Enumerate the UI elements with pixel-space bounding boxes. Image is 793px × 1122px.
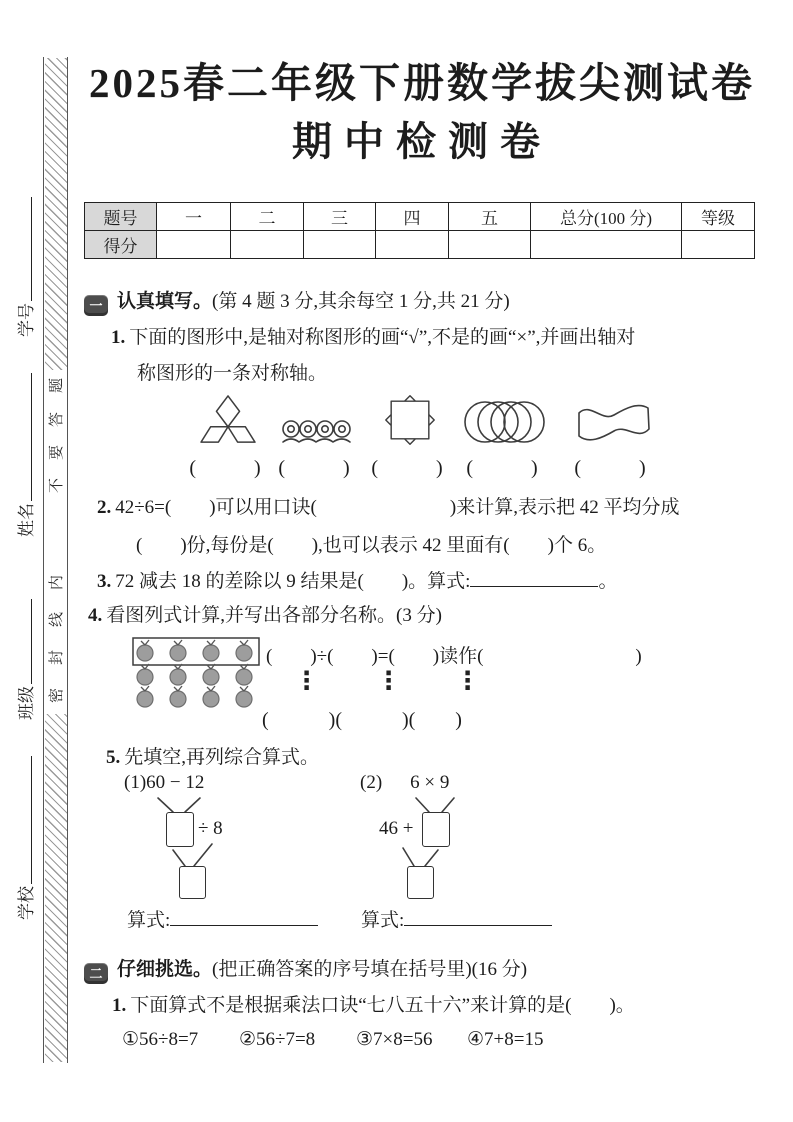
vertical-dots: ⋮ — [294, 666, 319, 695]
school-label: 学校 — [12, 743, 38, 920]
score-table — [84, 202, 755, 259]
student-name-label: 姓名 — [12, 360, 38, 537]
table-row — [85, 203, 755, 231]
section1-header — [84, 286, 510, 316]
page-title: 2025春二年级下册数学拔尖测试卷 — [89, 60, 755, 106]
section2-title: 仔细挑选。 — [117, 959, 213, 980]
shape-cell — [459, 394, 551, 480]
answer-paren: ( ) — [189, 457, 267, 479]
diagram-operator: ÷ 8 — [198, 818, 223, 839]
shape-cell — [567, 394, 659, 480]
header-cell: 五 — [449, 203, 531, 231]
s1-q4-expression: ( )÷( )=( )读作( ) — [266, 646, 642, 667]
s1-q3: 3. 72 减去 18 的差除以 9 结果是( )。算式: 。 — [97, 571, 618, 592]
option-3: ③7×8=56 — [356, 1029, 433, 1050]
shape-cell — [182, 394, 274, 480]
fill-in-box — [407, 866, 434, 899]
seal-char: 不 — [49, 478, 65, 494]
seal-char: 线 — [49, 612, 65, 628]
s1-q1-line2: 称图形的一条对称轴。 — [137, 363, 328, 384]
diagram-operator: 46 + — [379, 818, 414, 839]
seal-char: 要 — [49, 445, 65, 461]
header-cell: 题号 — [85, 203, 157, 231]
s1-q5-diagram1 — [124, 772, 364, 937]
score-cell — [449, 231, 531, 259]
fill-in-box — [422, 812, 450, 847]
answer-paren: ( ) — [466, 457, 544, 479]
section2-header — [84, 954, 527, 984]
fill-in-box — [179, 866, 206, 899]
s1-q2-line2: ( )份,每份是( ),也可以表示 42 里面有( )个 6。 — [136, 535, 607, 556]
answer-paren: ( ) — [574, 457, 652, 479]
seal-char: 密 — [49, 688, 65, 704]
seal-char: 封 — [49, 650, 65, 666]
class-label: 班级 — [12, 588, 38, 720]
header-cell: 总分(100 分) — [531, 203, 682, 231]
fill-in-box — [166, 812, 194, 847]
option-4: ④7+8=15 — [467, 1029, 544, 1050]
header-cell: 等级 — [682, 203, 755, 231]
school-blank — [16, 756, 32, 884]
apple-icon — [137, 645, 252, 707]
wavy-flag-icon — [574, 399, 652, 446]
header-cell: 三 — [304, 203, 376, 231]
s1-q4-header: 4. 看图列式计算,并写出各部分名称。(3 分) — [88, 605, 442, 626]
s2-q1: 1. 下面算式不是根据乘法口诀“七八五十六”来计算的是( )。 — [112, 995, 635, 1016]
seal-char: 答 — [49, 412, 65, 428]
option-1: ①56÷8=7 — [122, 1029, 199, 1050]
s1-q1-line1: 1. 下面的图形中,是轴对称图形的画“√”,不是的画“×”,并画出轴对 — [111, 327, 636, 348]
suanshi-line: 算式: — [127, 905, 318, 932]
shape-cell — [271, 394, 363, 480]
diagram-expression: (2) 6 × 9 — [360, 772, 450, 793]
four-overlapping-circles-icon — [464, 399, 546, 446]
s1-q5-diagram2 — [358, 772, 598, 937]
answer-paren: ( ) — [278, 457, 356, 479]
section2-badge-icon: 二 — [84, 963, 108, 984]
score-cell — [531, 231, 682, 259]
s1-q2-line1: 2. 42÷6=( )可以用口诀( )来计算,表示把 42 平均分成 — [97, 497, 680, 518]
square-with-corner-points-icon — [381, 394, 439, 446]
page-subtitle: 期中检测卷 — [292, 119, 552, 164]
header-cell: 一 — [157, 203, 231, 231]
answer-paren: ( ) — [371, 457, 449, 479]
seal-char: 题 — [49, 378, 65, 394]
vertical-dots: ⋮ — [455, 666, 480, 695]
answer-blank — [404, 910, 552, 926]
suanshi-line: 算式: — [361, 905, 552, 932]
score-cell — [231, 231, 304, 259]
seal-line-inner — [67, 57, 68, 1063]
s1-q4-names-row: ( )( )( ) — [262, 709, 462, 731]
student-id-label: 学号 — [12, 185, 38, 337]
apple-grid-figure — [131, 636, 263, 710]
shape-cell — [364, 394, 456, 480]
option-2: ②56÷7=8 — [239, 1029, 316, 1050]
s1-q5-header: 5. 先填空,再列综合算式。 — [106, 747, 320, 768]
diagram-expression: (1)60 − 12 — [124, 772, 205, 793]
score-cell — [376, 231, 449, 259]
three-rhombus-pinwheel-icon — [198, 394, 258, 446]
table-row — [85, 231, 755, 259]
answer-blank — [170, 910, 318, 926]
score-cell — [304, 231, 376, 259]
seal-char: 内 — [49, 575, 65, 591]
answer-blank — [470, 571, 598, 587]
student-id-blank — [16, 197, 32, 301]
header-cell: 四 — [376, 203, 449, 231]
section1-title: 认真填写。 — [117, 291, 213, 312]
score-row-label: 得分 — [85, 231, 157, 259]
section2-note: (把正确答案的序号填在括号里)(16 分) — [212, 959, 528, 980]
section1-note: (第 4 题 3 分,其余每空 1 分,共 21 分) — [212, 291, 510, 312]
vertical-dots: ⋮ — [376, 666, 401, 695]
score-cell — [682, 231, 755, 259]
header-cell: 二 — [231, 203, 304, 231]
score-cell — [157, 231, 231, 259]
class-blank — [16, 599, 32, 684]
spiral-waves-icon — [281, 415, 353, 446]
student-name-blank — [16, 373, 32, 501]
section1-badge-icon: 一 — [84, 295, 108, 316]
hatch-pattern-bottom — [45, 714, 67, 1062]
hatch-pattern-top — [45, 58, 67, 370]
